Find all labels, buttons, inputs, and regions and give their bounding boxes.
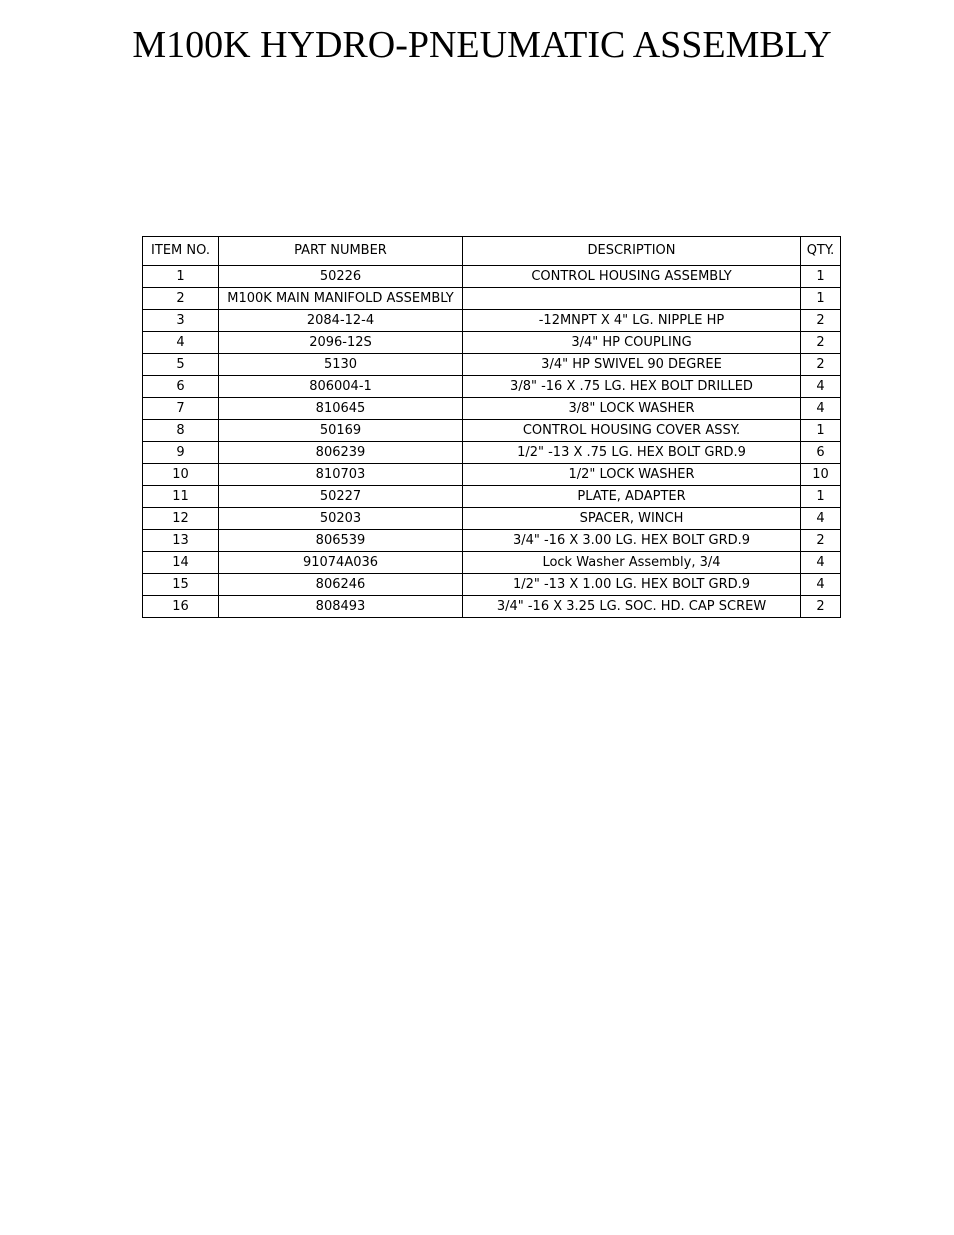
cell-qty: 1 [801,486,841,508]
cell-description: SPACER, WINCH [463,508,801,530]
cell-description: 3/8" -16 X .75 LG. HEX BOLT DRILLED [463,376,801,398]
cell-description: 3/4" -16 X 3.25 LG. SOC. HD. CAP SCREW [463,596,801,618]
cell-part-number: 810645 [219,398,463,420]
cell-item-no: 15 [143,574,219,596]
cell-part-number: 806539 [219,530,463,552]
cell-part-number: 2084-12-4 [219,310,463,332]
cell-item-no: 2 [143,288,219,310]
cell-qty: 2 [801,530,841,552]
table-row [143,574,841,596]
cell-qty: 2 [801,310,841,332]
table-row [143,398,841,420]
table-row [143,376,841,398]
cell-qty: 4 [801,376,841,398]
table-row [143,442,841,464]
table-row [143,332,841,354]
cell-qty: 1 [801,288,841,310]
cell-description: 1/2" -13 X 1.00 LG. HEX BOLT GRD.9 [463,574,801,596]
cell-item-no: 5 [143,354,219,376]
cell-item-no: 16 [143,596,219,618]
cell-item-no: 14 [143,552,219,574]
header-item-no: ITEM NO. [143,237,219,266]
cell-qty: 2 [801,596,841,618]
cell-qty: 2 [801,332,841,354]
table-row [143,266,841,288]
cell-qty: 6 [801,442,841,464]
cell-part-number: 50169 [219,420,463,442]
cell-qty: 4 [801,574,841,596]
cell-description: -12MNPT X 4" LG. NIPPLE HP [463,310,801,332]
cell-description: Lock Washer Assembly, 3/4 [463,552,801,574]
cell-item-no: 3 [143,310,219,332]
table-row [143,464,841,486]
cell-description: 3/4" HP COUPLING [463,332,801,354]
cell-qty: 2 [801,354,841,376]
cell-part-number: 810703 [219,464,463,486]
cell-item-no: 7 [143,398,219,420]
cell-description: CONTROL HOUSING ASSEMBLY [463,266,801,288]
table-row [143,530,841,552]
cell-description [463,288,801,310]
cell-description: 1/2" -13 X .75 LG. HEX BOLT GRD.9 [463,442,801,464]
cell-part-number: 806004-1 [219,376,463,398]
table-row [143,288,841,310]
cell-item-no: 12 [143,508,219,530]
header-qty: QTY. [801,237,841,266]
table-row [143,420,841,442]
cell-description: 1/2" LOCK WASHER [463,464,801,486]
table-row [143,508,841,530]
cell-part-number: 806239 [219,442,463,464]
cell-part-number: 50226 [219,266,463,288]
cell-description: CONTROL HOUSING COVER ASSY. [463,420,801,442]
cell-qty: 1 [801,266,841,288]
cell-item-no: 4 [143,332,219,354]
bill-of-materials-table [142,236,841,618]
page-title: M100K HYDRO-PNEUMATIC ASSEMBLY [132,24,832,66]
cell-item-no: 10 [143,464,219,486]
table-row [143,596,841,618]
cell-description: 3/4" -16 X 3.00 LG. HEX BOLT GRD.9 [463,530,801,552]
cell-part-number: 50203 [219,508,463,530]
header-description: DESCRIPTION [463,237,801,266]
cell-part-number: 5130 [219,354,463,376]
table-header-row [143,237,841,266]
cell-item-no: 13 [143,530,219,552]
cell-part-number: 808493 [219,596,463,618]
cell-part-number: 806246 [219,574,463,596]
table-row [143,552,841,574]
cell-item-no: 1 [143,266,219,288]
cell-part-number: M100K MAIN MANIFOLD ASSEMBLY [219,288,463,310]
cell-description: 3/4" HP SWIVEL 90 DEGREE [463,354,801,376]
cell-qty: 1 [801,420,841,442]
table-row [143,354,841,376]
cell-qty: 4 [801,508,841,530]
cell-item-no: 6 [143,376,219,398]
cell-qty: 4 [801,552,841,574]
cell-qty: 4 [801,398,841,420]
cell-item-no: 11 [143,486,219,508]
header-part-number: PART NUMBER [219,237,463,266]
cell-item-no: 8 [143,420,219,442]
table-row [143,310,841,332]
cell-part-number: 2096-12S [219,332,463,354]
cell-part-number: 50227 [219,486,463,508]
table-row [143,486,841,508]
cell-description: 3/8" LOCK WASHER [463,398,801,420]
cell-description: PLATE, ADAPTER [463,486,801,508]
cell-item-no: 9 [143,442,219,464]
cell-qty: 10 [801,464,841,486]
cell-part-number: 91074A036 [219,552,463,574]
